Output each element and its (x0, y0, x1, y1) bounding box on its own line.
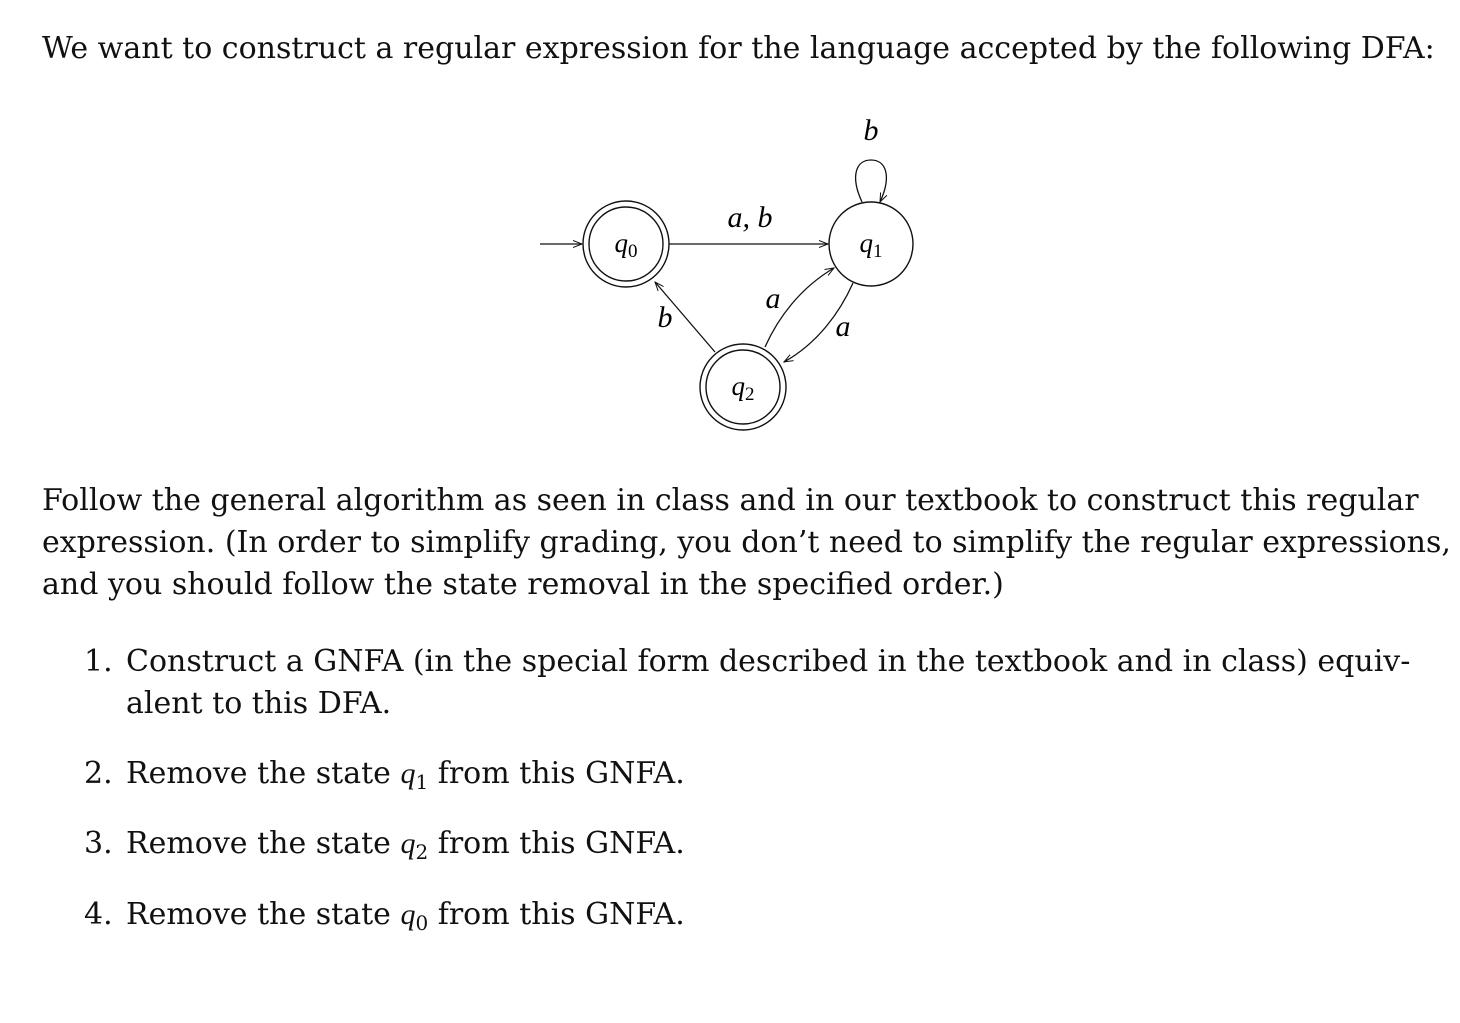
paragraph-line-1: Follow the general algorithm as seen in class and in our textbook to construct this regular (42, 483, 1419, 518)
edge-q2-q0-label: b (657, 301, 673, 334)
list-item-text: Construct a GNFA (in the special form described in the textbook and in class) equiv- (126, 644, 1411, 679)
edge-q1-q2-label: a (835, 310, 851, 343)
edge-q1-loop-label: b (863, 114, 879, 147)
state-q0 (583, 201, 669, 287)
state-subscript: 2 (415, 840, 429, 864)
svg-text:q2 (732, 371, 755, 405)
intro-text: We want to construct a regular expression for the language accepted by the following DFA: (42, 31, 1435, 66)
svg-text:q0 (615, 228, 638, 262)
list-item-text: Remove the state $q_1$ from this GNFA. (126, 756, 685, 794)
state-q0-sub: 0 (628, 241, 638, 262)
state-q2-name: q (731, 371, 745, 401)
dfa-diagram (0, 0, 1460, 460)
list-item-number: 3. (84, 826, 113, 861)
state-q0-name: q (614, 228, 628, 258)
list-item-number: 2. (84, 756, 113, 791)
state-q2-sub: 2 (745, 384, 755, 405)
edge-q0-q1-label: a, b (727, 201, 773, 234)
edge-q1-loop (856, 160, 887, 202)
list-item-number: 4. (84, 897, 113, 932)
edge-q2-q1-label: a (765, 282, 781, 315)
state-symbol: q (400, 898, 416, 931)
paragraph-line-3: and you should follow the state removal in the specified order.) (42, 567, 1004, 602)
list-item-text: alent to this DFA. (126, 686, 392, 721)
state-q2 (700, 344, 786, 430)
state-q1-sub: 1 (873, 241, 883, 262)
svg-text:q1 (860, 228, 883, 262)
instructions-paragraph (42, 480, 1451, 606)
state-subscript: 1 (415, 770, 429, 794)
list-item-number: 1. (84, 644, 113, 679)
list-item-text: Remove the state $q_2$ from this GNFA. (126, 826, 685, 864)
state-subscript: 0 (415, 911, 429, 935)
list-item-text: Remove the state $q_0$ from this GNFA. (126, 897, 685, 935)
state-q1 (829, 202, 913, 286)
paragraph-line-2: expression. (In order to simplify grading, you don’t need to simplify the regular expressions, (42, 525, 1451, 560)
state-q1-name: q (859, 228, 873, 258)
state-symbol: q (400, 827, 416, 860)
state-symbol: q (400, 757, 416, 790)
